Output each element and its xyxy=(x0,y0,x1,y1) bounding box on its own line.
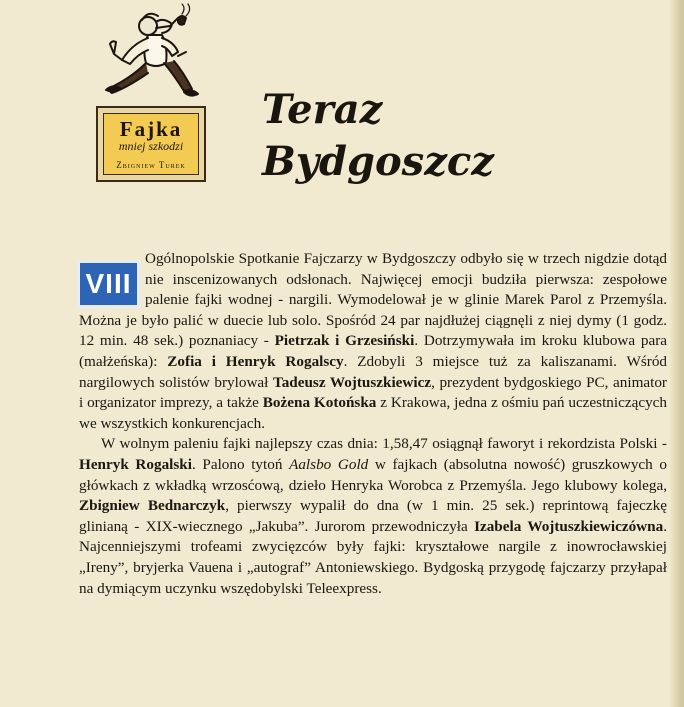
article-body xyxy=(79,249,667,599)
bold-name: Zbigniew Bednarczyk xyxy=(79,497,226,515)
text-run: . Najcenniejszymi trofeami zwycięzców były fajki: kryształowe nargile z inowrocławskiej „Ireny”, bryjerka Vauena i „autograf” Antoniewskiego. Bydgoską przygodę fajczarzy przyłapał na dymiącym uczynku wszędobylski Teleexpress. xyxy=(79,517,667,597)
headline-line-2: Bydgoszcz xyxy=(262,138,494,185)
text-run: , prezydent bydgoskiego PC, animator i organizator imprezy, a także xyxy=(79,373,667,412)
paragraph-2 xyxy=(79,434,667,599)
italic-term: Aalsbo Gold xyxy=(289,455,369,473)
text-run: . Zdobyli 3 miejsce tuż za kaliszanami. Wśród nargilowych solistów brylował xyxy=(79,352,668,391)
bold-name: Pietrzak i Grzesiński xyxy=(274,332,415,350)
bold-name: Izabela Wojtuszkiewiczówna xyxy=(474,517,664,535)
text-run: . Palono tytoń xyxy=(191,455,290,473)
column-title: Fajka xyxy=(119,117,183,141)
headline-line-1: Teraz xyxy=(262,86,383,133)
bold-name: Zofia i Henryk Rogalscy xyxy=(167,352,344,370)
paragraph-1 xyxy=(79,249,667,434)
bold-name: Tadeusz Wojtuszkiewicz xyxy=(272,373,432,391)
article-headline xyxy=(262,84,494,188)
page-edge xyxy=(670,0,684,707)
text-run: , pierwszy wypalił do dna (w 1 min. 25 sek.) reprintową fajeczkę glinianą - XIX-wiecznego „Jakuba”. Jurorom przewodniczyła xyxy=(79,497,667,535)
text-run: Ogólnopolskie Spotkanie Fajczarzy w Bydgoszczy odbyło się w trzech nigdzie dotąd nie inscenizowanych odsłonach. Najwięcej emocji budziła pierwsza: zespołowe palenie fajki wodnej - nargili. Wymodelował je w glinie Marek Parol z Przemyśla. Można je było palić w duecie lub solo. Spośród 24 par najdłużej ciągnęli z niej dymy (1 godz. 12 min. 48 sek.) poznaniacy - xyxy=(79,250,667,350)
column-logo xyxy=(88,2,214,188)
bold-name: Bożena Kotońska xyxy=(262,394,377,412)
pipe-smoker-illustration xyxy=(92,2,210,110)
article-number-badge: VIII xyxy=(77,260,140,308)
column-subtitle: mniej szkodzi xyxy=(118,139,184,153)
text-run: . Dotrzymywała im kroku klubowa para (małżeńska): xyxy=(79,332,668,370)
bold-name: Henryk Rogalski xyxy=(79,455,192,473)
column-author: Zbigniew Turek xyxy=(116,160,186,170)
text-run: z Krakowa, jedna z ośmiu pań uczestniczących we wszystkich konkurencjach. xyxy=(79,394,667,432)
text-run: W wolnym paleniu fajki najlepszy czas dnia: 1,58,47 osiągnął faworyt i rekordzista Polski - xyxy=(101,435,667,453)
text-run: w fajkach (absolutna nowość) gruszkowych o główkach z wkładką wrzosćową, dzieło Henryka Worobca z Przemyśla. Jego klubowy kolega, xyxy=(79,455,667,494)
badge-spacer xyxy=(79,249,145,305)
column-nameplate xyxy=(96,106,206,182)
